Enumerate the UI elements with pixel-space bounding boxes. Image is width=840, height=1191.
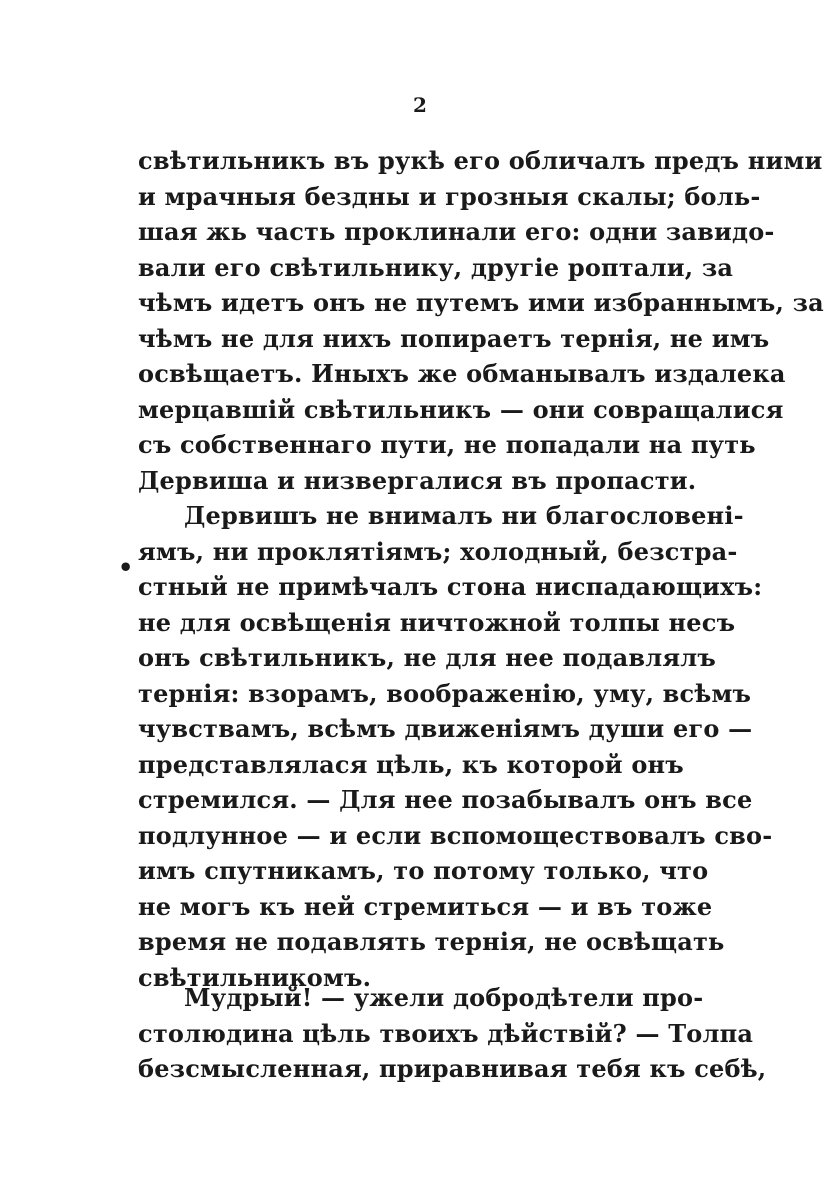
text-line: Дервиша и низвергалися въ пропасти. bbox=[138, 465, 697, 495]
text-line: стный не примѣчалъ стона ниспадающихъ: bbox=[138, 572, 763, 601]
page-number: 2 bbox=[413, 93, 427, 117]
text-line: не могъ къ ней стремиться — и въ тоже bbox=[138, 891, 713, 921]
text-line: Мудрый! — ужели добродѣтели про- bbox=[184, 983, 704, 1012]
text-line: подлунное — и если вспомоществовалъ сво- bbox=[138, 820, 773, 850]
text-line: чѣмъ не для нихъ попираетъ тернія, не имъ bbox=[138, 323, 770, 353]
text-line: Дервишъ не внималъ ни благословені- bbox=[184, 501, 744, 530]
text-line: безсмысленная, приравнивая тебя къ себѣ, bbox=[138, 1054, 767, 1083]
text-line: представлялася цѣль, къ которой онъ bbox=[138, 749, 684, 779]
paragraph-2 bbox=[138, 498, 773, 995]
text-line: свѣтильникъ въ рукѣ его обличалъ предъ ними bbox=[138, 146, 823, 175]
text-line: онъ свѣтильникъ, не для нее подавлялъ bbox=[138, 643, 717, 672]
text-line: и мрачныя бездны и грозныя скалы; боль- bbox=[138, 181, 761, 211]
text-column-lower bbox=[138, 980, 767, 1087]
text-line: освѣщаетъ. Иныхъ же обманывалъ издалека bbox=[138, 359, 786, 388]
text-line: чувствамъ, всѣмъ движеніямъ души его — bbox=[138, 714, 753, 743]
text-column bbox=[138, 143, 824, 995]
text-line: съ собственнаго пути, не попадали на путь bbox=[138, 430, 756, 459]
paragraph-3 bbox=[138, 980, 767, 1087]
text-line: свѣтильникомъ. bbox=[138, 962, 372, 992]
text-line: имъ спутникамъ, то потому только, что bbox=[138, 856, 709, 885]
text-line: не для освѣщенія ничтожной толпы несъ bbox=[138, 607, 736, 637]
text-line: тернія: взорамъ, воображенію, уму, всѣмъ bbox=[138, 678, 752, 708]
text-line: мерцавшій свѣтильникъ — они совращалися bbox=[138, 394, 784, 424]
text-line: стремился. — Для нее позабывалъ онъ все bbox=[138, 785, 753, 814]
margin-mark: • bbox=[118, 553, 134, 582]
text-line: время не подавлять тернія, не освѣщать bbox=[138, 927, 725, 956]
text-line: вали его свѣтильнику, другіе роптали, за bbox=[138, 252, 734, 282]
text-line: ямъ, ни проклятіямъ; холодный, безстра- bbox=[138, 536, 738, 566]
paragraph-1 bbox=[138, 143, 824, 498]
text-line: столюдина цѣль твоихъ дѣйствій? — Толпа bbox=[138, 1018, 754, 1048]
text-line: чѣмъ идетъ онъ не путемъ ими избраннымъ, за bbox=[138, 288, 824, 317]
text-line: шая жь часть проклинали его: одни завидо- bbox=[138, 217, 775, 246]
